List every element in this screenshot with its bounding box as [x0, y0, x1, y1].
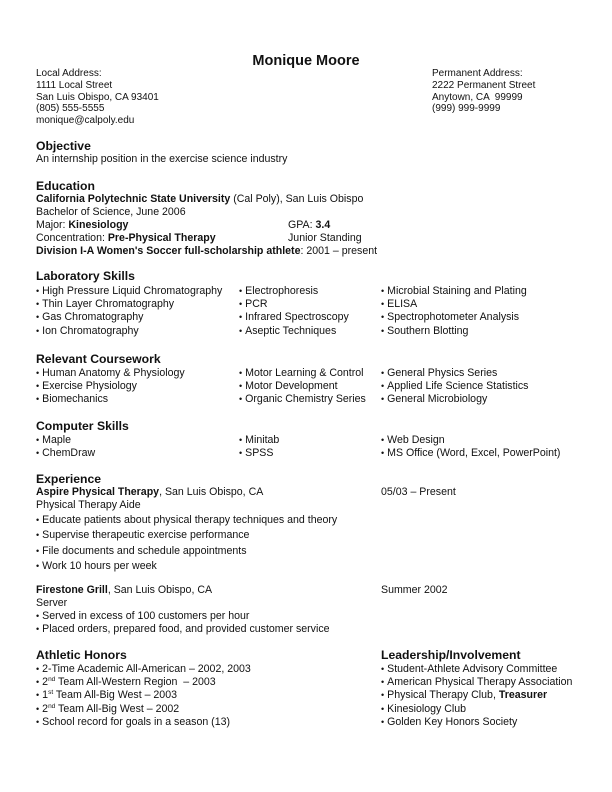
gpa-value: 3.4: [315, 219, 331, 231]
list-item: • Student-Athlete Advisory Committee: [381, 663, 572, 676]
list-item: • Electrophoresis: [239, 285, 349, 298]
list-item: • ChemDraw: [36, 447, 95, 460]
objective-text: An internship position in the exercise science industry: [36, 153, 288, 165]
employer-name: Aspire Physical Therapy: [36, 486, 160, 498]
email-link[interactable]: monique@calpoly.edu: [36, 115, 135, 127]
education-major: [36, 219, 128, 232]
list-item: • Exercise Physiology: [36, 380, 185, 393]
employer-location: , San Luis Obispo, CA: [107, 584, 213, 596]
list-item: • Placed orders, prepared food, and provided customer service: [36, 623, 330, 636]
list-item: • Web Design: [381, 434, 560, 447]
list-item: • Minitab: [239, 434, 279, 447]
list-item: • Southern Blotting: [381, 325, 527, 338]
computer-skills-heading: Computer Skills: [36, 419, 129, 433]
list-item: • General Microbiology: [381, 393, 528, 406]
coursework-col2: [239, 367, 366, 407]
objective-heading: Objective: [36, 139, 91, 153]
leadership-list: [381, 663, 572, 729]
education-school: [36, 193, 363, 206]
list-item: • Aseptic Techniques: [239, 325, 349, 338]
list-item: • Work 10 hours per week: [36, 559, 337, 574]
list-item: • Biomechanics: [36, 393, 185, 406]
permanent-city: Anytown, CA 99999: [432, 91, 523, 103]
job-employer: [36, 486, 263, 499]
treasurer-role: Treasurer: [498, 689, 548, 702]
concentration-label: Concentration:: [36, 232, 108, 244]
job-bullets: [36, 513, 337, 575]
list-item: • General Physics Series: [381, 367, 528, 380]
resume-name: Monique Moore: [252, 53, 360, 69]
list-item: • 1st Team All-Big West – 2003: [36, 689, 251, 702]
athlete-dates: : 2001 – present: [300, 245, 378, 257]
lab-skills-col1: [36, 285, 222, 338]
coursework-col1: [36, 367, 185, 407]
list-item: • MS Office (Word, Excel, PowerPoint): [381, 447, 560, 460]
list-item: • Applied Life Science Statistics: [381, 380, 528, 393]
education-heading: Education: [36, 179, 95, 193]
athlete-title: Division I-A Women's Soccer full-scholarship athlete: [36, 245, 301, 257]
job-title: Server: [36, 597, 68, 609]
education-concentration: [36, 232, 216, 245]
list-item: • Human Anatomy & Physiology: [36, 367, 185, 380]
computer-skills-col2: [239, 434, 279, 460]
local-address-label: Local Address:: [36, 68, 102, 79]
list-item: • Microbial Staining and Plating: [381, 285, 527, 298]
athletic-honors-list: [36, 663, 251, 729]
experience-heading: Experience: [36, 472, 102, 486]
list-item: • Infrared Spectroscopy: [239, 311, 349, 324]
list-item: • PCR: [239, 298, 349, 311]
list-item: • 2nd Team All-Western Region – 2003: [36, 676, 251, 689]
list-item: • ELISA: [381, 298, 527, 311]
list-item: • High Pressure Liquid Chromatography: [36, 285, 222, 298]
job-bullets: [36, 610, 330, 636]
school-name: California Polytechnic State University: [36, 193, 231, 205]
list-item: • Thin Layer Chromatography: [36, 298, 222, 311]
list-item: • School record for goals in a season (13): [36, 716, 251, 729]
lab-skills-heading: Laboratory Skills: [36, 269, 135, 283]
permanent-phone: (999) 999-9999: [432, 103, 501, 115]
concentration-value: Pre-Physical Therapy: [107, 232, 216, 244]
job-dates: Summer 2002: [381, 584, 448, 596]
list-item: • SPSS: [239, 447, 279, 460]
list-item: • Gas Chromatography: [36, 311, 222, 324]
list-item: • Maple: [36, 434, 95, 447]
local-address: [36, 68, 159, 127]
list-item: • Supervise therapeutic exercise performance: [36, 528, 337, 543]
list-item: • Educate patients about physical therapy techniques and theory: [36, 513, 337, 528]
list-item: • 2-Time Academic All-American – 2002, 2003: [36, 663, 251, 676]
local-city: San Luis Obispo, CA 93401: [36, 91, 159, 103]
list-item: • Motor Learning & Control: [239, 367, 366, 380]
list-item: • Spectrophotometer Analysis: [381, 311, 527, 324]
education-gpa: [288, 219, 330, 232]
major-label: Major:: [36, 219, 69, 231]
list-item: • American Physical Therapy Association: [381, 676, 572, 689]
list-item: • 2nd Team All-Big West – 2002: [36, 703, 251, 716]
lab-skills-col2: [239, 285, 349, 338]
computer-skills-col1: [36, 434, 95, 460]
education-degree: Bachelor of Science, June 2006: [36, 206, 186, 218]
list-item: • Physical Therapy Club, Treasurer: [381, 689, 572, 702]
computer-skills-col3: [381, 434, 560, 460]
list-item: • Golden Key Honors Society: [381, 716, 572, 729]
gpa-label: GPA:: [288, 219, 316, 231]
education-standing: Junior Standing: [288, 232, 362, 244]
list-item: • Kinesiology Club: [381, 703, 572, 716]
local-phone: (805) 555-5555: [36, 103, 105, 115]
list-item: • Motor Development: [239, 380, 366, 393]
list-item: • File documents and schedule appointments: [36, 544, 337, 559]
lab-skills-col3: [381, 285, 527, 338]
employer-name: Firestone Grill: [36, 584, 108, 596]
coursework-col3: [381, 367, 528, 407]
job-title: Physical Therapy Aide: [36, 499, 141, 511]
list-item: • Served in excess of 100 customers per hour: [36, 610, 330, 623]
permanent-street: 2222 Permanent Street: [432, 79, 536, 91]
athletic-honors-heading: Athletic Honors: [36, 648, 127, 662]
education-athlete: [36, 245, 377, 258]
permanent-address-label: Permanent Address:: [432, 68, 523, 79]
job-employer: [36, 584, 212, 597]
list-item: • Ion Chromatography: [36, 325, 222, 338]
employer-location: , San Luis Obispo, CA: [159, 486, 264, 498]
school-location: (Cal Poly), San Luis Obispo: [230, 193, 364, 205]
local-street: 1111 Local Street: [36, 79, 113, 91]
major-value: Kinesiology: [68, 219, 129, 231]
coursework-heading: Relevant Coursework: [36, 352, 161, 366]
permanent-address: [432, 68, 535, 115]
job-dates: 05/03 – Present: [381, 486, 456, 498]
leadership-heading: Leadership/Involvement: [381, 648, 521, 662]
list-item: • Organic Chemistry Series: [239, 393, 366, 406]
